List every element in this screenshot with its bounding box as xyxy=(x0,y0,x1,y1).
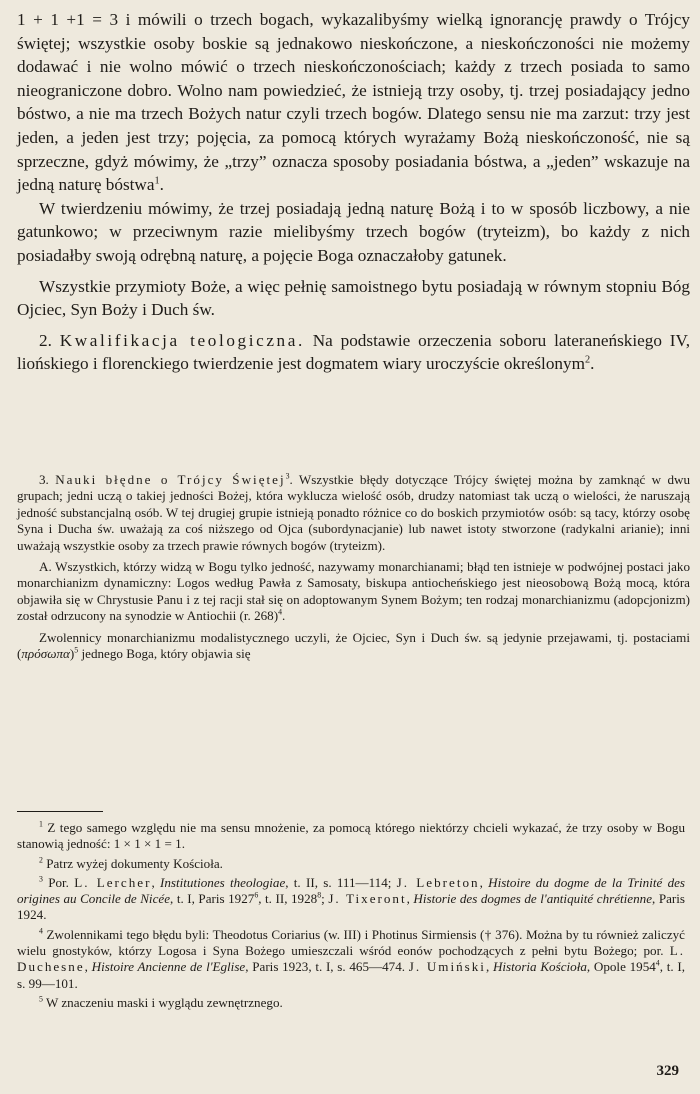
book-title: Histoire Ancienne de l'Eglise xyxy=(91,959,246,975)
footnote-ref: 2 xyxy=(584,354,591,366)
footnote xyxy=(17,875,685,924)
footnote-text: , t. I, Paris 1927 xyxy=(170,891,255,907)
footnote xyxy=(17,995,685,1011)
footnote-mark: 5 xyxy=(39,994,43,1004)
footnote-text: , Paris 1924. xyxy=(17,891,686,923)
paragraph xyxy=(17,8,690,197)
footnote-divider xyxy=(17,811,103,812)
footnote-text: , Paris 1923, t. I, s. 465—474. xyxy=(245,959,409,975)
main-text xyxy=(17,8,690,376)
paragraph-end: . xyxy=(159,175,164,195)
greek-term: πρόσωπα xyxy=(21,646,70,662)
footnote-text: Patrz wyżej dokumenty Kościoła. xyxy=(42,855,223,871)
paragraph xyxy=(17,197,690,268)
paragraph-text: Wszystkie przymioty Boże, a więc pełnię samoistnego bytu posiadają w równym stopniu Bóg Ojciec, Syn Boży i Duch św. xyxy=(17,276,690,320)
book-title: Institutiones theologiae xyxy=(159,874,286,890)
section-heading: Kwalifikacja teologiczna. xyxy=(59,330,305,350)
footnote-mark: 1 xyxy=(39,819,43,829)
section-heading: Nauki błędne o Trójcy Świętej xyxy=(55,472,286,487)
section-number: 3. xyxy=(39,472,49,487)
footnote-text: Por. xyxy=(42,874,75,890)
footnote xyxy=(17,856,685,872)
paragraph xyxy=(17,630,690,663)
edition-mark: 8 xyxy=(317,890,322,900)
footnote-text: , t. II, 1928 xyxy=(258,891,318,907)
small-print-section xyxy=(17,472,690,662)
footnote-text: , Opole 1954 xyxy=(586,959,656,975)
author-name: L. Lercher xyxy=(74,874,152,890)
edition-mark: 6 xyxy=(254,890,259,900)
footnote-text: Z tego samego względu nie ma sensu mnożenie, za pomocą którego niektórzy chcieli wykazać, że trzy osoby w Bogu stanowią jedność: 1 × 1 × 1 = 1. xyxy=(17,820,685,852)
paragraph-text: A. Wszystkich, którzy widzą w Bogu tylko jedność, nazywamy monarchianami; błąd ten istnieje w podwójnej postaci jako monarchianizm dynamiczny: Logos według Pawła z Samosaty, biskupa antiocheńskiego jest nieosobową Bożą mocą, która objawiła się w Chrystusie Panu i z tej racji stał się on adoptowanym Synem Bożym; ten rodzaj monarchianizmu (adopcjonizm) został odrzucony na synodzie w Antiochii (r. 268) xyxy=(17,559,690,624)
footnote-mark: 2 xyxy=(39,855,43,865)
paragraph-text: W twierdzeniu mówimy, że trzej posiadają jedną naturę Bożą i to w sposób liczbowy, a nie gatunkowo; w przeciwnym razie mielibyśmy trzech bogów (tryteizm), bo każdy z nich posiadałby swoją odrębną naturę, a pojęcie Boga oznaczałoby gatunek. xyxy=(17,198,690,265)
footnote-ref: 1 xyxy=(154,175,160,187)
paragraph-text: ) xyxy=(69,646,75,662)
footnote-text: , t. I, s. 99—101. xyxy=(17,959,685,991)
footnotes xyxy=(17,820,685,1011)
paragraph-end: . xyxy=(282,608,286,624)
paragraph xyxy=(17,559,690,625)
paragraph-text: Zwolennicy monarchianizmu modalistycznego uczyli, że Ojciec, Syn i Duch św. są jedynie przejawami, tj. postaciami ( xyxy=(17,629,690,662)
footnote-text: ; xyxy=(321,891,329,907)
paragraph-end: . xyxy=(590,354,595,374)
footnote-text: , xyxy=(485,959,493,975)
footnote xyxy=(17,927,685,992)
footnote-mark: 4 xyxy=(39,926,43,936)
author-name: J. Umiński xyxy=(408,959,486,975)
author-name: J. Lebreton xyxy=(396,874,480,890)
paragraph-text: 1 + 1 +1 = 3 i mówili o trzech bogach, wykazalibyśmy wielką ignorancję prawdy o Trójcy świętej; wszystkie osoby boskie są jednakowo nieskończone, a nieskończoności nie możemy dodawać i nie wolno mówić o trzech nieskończonościach; każdy z trzech posiada to samo nieograniczone dobro. Wolno nam powiedzieć, że istnieją trzy osoby, tj. trzej posiadający jedno bóstwo, a nie ma trzech Bożych natur czyli trzech bogów. Dlatego sensu nie ma zarzut: trzy jest jeden, a jeden jest trzy; pojęcia, za pomocą których wyrażamy Bożą nieskończoność, nie są sprzeczne, gdyż mówimy, że „trzy” oznacza sposoby posiadania bóstwa, a „jeden” wskazuje na jedną naturę bóstwa xyxy=(17,10,690,195)
footnote-text: , t. II, s. 111—114; xyxy=(285,874,397,890)
section-paragraph xyxy=(17,472,690,554)
paragraph-text: jednego Boga, który objawia się xyxy=(78,646,251,662)
footnote-text: , xyxy=(479,874,489,890)
footnote-ref: 4 xyxy=(278,607,283,617)
book-title: Historie des dogmes de l'antiquité chrétienne xyxy=(413,891,653,907)
footnote-mark: 3 xyxy=(39,874,43,884)
footnote-ref: 3 xyxy=(285,471,290,481)
section-paragraph xyxy=(17,329,690,376)
author-name: L. Duchesne xyxy=(17,943,685,975)
edition-mark: 4 xyxy=(655,959,660,969)
footnote-text: , xyxy=(84,959,92,975)
footnote-text: , xyxy=(406,891,414,907)
book-title: Historia Kościoła xyxy=(492,959,587,975)
section-number: 2. xyxy=(39,330,52,350)
footnote-text: Zwolennikami tego błędu byli: Theodotus Coriarius (w. III) i Photinus Sirmiensis († 376). Można by tu również zaliczyć wielu gnostyków, którzy Logosa i Syna Bożego umieszczali wśród eonów pochodzących z pełni bytu Bożego; por. xyxy=(17,926,685,959)
paragraph-text: . Wszystkie błędy dotyczące Trójcy świętej można by zamknąć w dwu grupach; jedni uczą o takiej jedności Bożej, która wyklucza wielość osób, drudzy natomiast tak uczą o wielości, że naruszają jedność substancjalną osób. W tej drugiej grupie istnieją ponadto różnice co do boskich przymiotów osób: są tacy, którzy osobę Syna i Ducha św. uważają za coś niższego od Ojca (subordynacjanie) lub nawet istoty stworzone (radykalni arianie); inni uważają wszystkie osoby za trzech prawie równych bogów (tryteizm). xyxy=(17,472,690,553)
footnote-ref: 5 xyxy=(74,645,79,655)
book-title: Histoire du dogme de la Trinité des origines au Concile de Nicée xyxy=(17,874,686,907)
author-name: J. Tixeront xyxy=(328,891,407,907)
footnote xyxy=(17,820,685,853)
footnote-text: W znaczeniu maski i wyglądu zewnętrznego. xyxy=(42,994,283,1010)
footnote-text: , xyxy=(151,874,160,890)
page-number: 329 xyxy=(656,1063,679,1079)
paragraph-text: Na podstawie orzeczenia soboru lateraneńskiego IV, liońskiego i florenckiego twierdzenie jest dogmatem wiary uroczyście określonym xyxy=(17,330,691,374)
paragraph xyxy=(17,275,690,322)
